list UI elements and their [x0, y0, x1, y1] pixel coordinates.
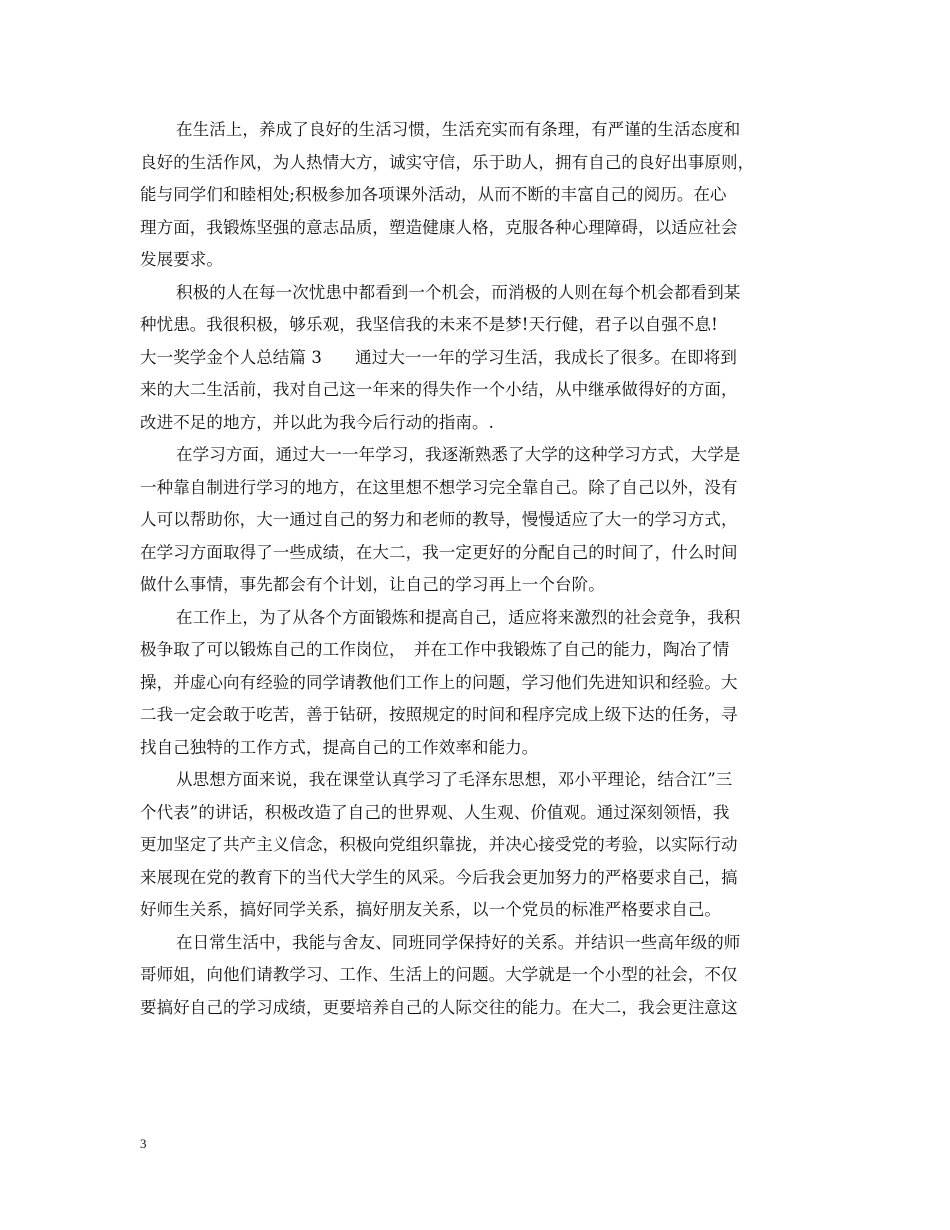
text-line: 哥师姐，向他们请教学习、工作、生活上的问题。大学就是一个小型的社会，不仅: [140, 965, 738, 984]
text-line: 要搞好自己的学习成绩，更要培养自己的人际交往的能力。在大二，我会更注意这: [140, 997, 738, 1017]
text-line: 从思想方面来说，我在课堂认真学习了毛泽东思想，邓小平理论，结合江”三: [176, 770, 733, 789]
text-line: 在日常生活中，我能与舍友、同班同学保持好的关系。并结识一些高年级的师: [176, 932, 741, 952]
text-line: 操，并虚心向有经验的同学请教他们工作上的问题，学习他们先进知识和经验。大: [140, 672, 738, 692]
text-line: 在生活上，养成了良好的生活习惯，生活充实而有条理，有严谨的生活态度和: [176, 120, 741, 139]
text-line: 来展现在党的教育下的当代大学生的风采。今后我会更加努力的严格要求自己，搞: [140, 867, 738, 887]
document-body: [140, 114, 815, 1024]
text-line: 发展要求。: [140, 250, 223, 269]
text-line: 极争取了可以锻炼自己的工作岗位， 并在工作中我锻炼了自己的能力，陶冶了情: [140, 640, 730, 659]
text-line: 在学习方面取得了一些成绩，在大二，我一定更好的分配自己的时间了，什么时间: [140, 542, 738, 562]
text-line: 找自己独特的工作方式，提高自己的工作效率和能力。: [140, 737, 539, 757]
text-line: 理方面，我锻炼坚强的意志品质，塑造健康人格，克服各种心理障碍，以适应社会: [140, 217, 738, 237]
text-line: 在学习方面，通过大一一年学习，我逐渐熟悉了大学的这种学习方式，大学是: [176, 445, 741, 464]
text-line: 改进不足的地方，并以此为我今后行动的指南。.: [140, 412, 494, 432]
text-line: 二我一定会敢于吃苦，善于钻研，按照规定的时间和程序完成上级下达的任务，寻: [140, 705, 738, 724]
text-line: 在工作上，为了从各个方面锻炼和提高自己，适应将来激烈的社会竞争，我积: [176, 607, 741, 627]
text-line: 能与同学们和睦相处;积极参加各项课外活动，从而不断的丰富自己的阅历。在心: [140, 185, 727, 204]
text-line: 人可以帮助你，大一通过自己的努力和老师的教导，慢慢适应了大一的学习方式，: [140, 510, 738, 529]
text-line: 一种靠自制进行学习的地方，在这里想不想学习完全靠自己。除了自己以外，没有: [140, 477, 738, 497]
text-line: 好师生关系，搞好同学关系，搞好朋友关系，以一个党员的标准严格要求自己。: [140, 900, 721, 919]
text-line: 来的大二生活前，我对自己这一年来的得失作一个小结，从中继承做得好的方面，: [140, 380, 738, 399]
text-line: 种忧患。我很积极，够乐观，我坚信我的未来不是梦!天行健，君子以自强不息!: [140, 315, 718, 334]
text-line: 积极的人在每一次忧患中都看到一个机会，而消极的人则在每个机会都看到某: [176, 282, 741, 302]
text-line: 良好的生活作风，为人热情大方，诚实守信，乐于助人，拥有自己的良好出事原则，: [140, 152, 755, 172]
text-line: 做什么事情，事先都会有个计划，让自己的学习再上一个台阶。: [140, 575, 605, 594]
page-number: 3: [140, 1136, 147, 1151]
text-line: 大一奖学金个人总结篇 3 通过大一一年的学习生活，我成长了很多。在即将到: [140, 347, 737, 367]
text-line: 更加坚定了共产主义信念，积极向党组织靠拢，并决心接受党的考验，以实际行动: [140, 835, 738, 854]
text-line: 个代表”的讲话，积极改造了自己的世界观、人生观、价值观。通过深刻领悟，我: [140, 802, 730, 822]
